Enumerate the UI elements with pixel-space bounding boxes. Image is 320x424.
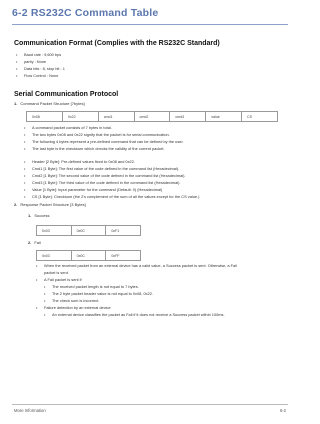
protocol-section-heading: Serial Communication Protocol: [14, 91, 119, 98]
step-number: 2.: [28, 240, 32, 245]
table-row: [27, 112, 278, 122]
fail-packet-table: [36, 250, 141, 261]
fail-label-row: [28, 240, 41, 245]
step-label: Command Packet Structure [7bytes]: [20, 101, 85, 106]
list-item: • Value [1 Byte]: Input parameter for the command (Default: 0) (Hexadecimal): [22, 186, 199, 193]
list-item: • The two bytes 0x08 and 0x22 signify that the packet is for serial communication.: [22, 131, 184, 138]
list-item: • A Fail packet is sent if: [34, 276, 237, 283]
sub-list-item: • An external device classifies the packet as Fail if it does not receive a Success packet within 100ms.: [34, 311, 237, 318]
table-cell: 0xFF: [106, 251, 141, 261]
table-row: [37, 226, 141, 236]
table-cell: 0x22: [62, 112, 98, 122]
format-section-heading: Communication Format (Complies with the RS232C Standard): [14, 40, 220, 47]
table-cell: value: [206, 112, 242, 122]
step-response-packet: [14, 202, 86, 207]
sub-list-item: • The 2 byte packet header value is not equal to 0x08, 0x22.: [34, 290, 237, 297]
footer-section-name: More Information: [14, 408, 46, 413]
table-cell: cmd2: [134, 112, 170, 122]
list-item: • Cmd2 [1 Byte]: The second value of the code defined in the command list (Hexadecimal).: [22, 172, 199, 179]
list-item: • Header [2 Byte]: Pre-defined values fixed to 0x08 and 0x22.: [22, 158, 199, 165]
list-item: • parity : None: [14, 58, 65, 65]
table-cell: 0x0C: [71, 226, 106, 236]
success-label-row: [28, 213, 49, 218]
step-label: Response Packet Structure [3 Bytes]: [20, 202, 86, 207]
footer-rule: [12, 404, 288, 405]
command-notes-b: [22, 158, 199, 200]
list-item: • CS [1 Byte]: Checksum (the 2's complement of the sum of all the values except for the CS value.): [22, 193, 199, 200]
table-cell: cmd3: [170, 112, 206, 122]
success-packet-table: [36, 225, 141, 236]
table-cell: cmd1: [98, 112, 134, 122]
page-header-title: 6-2 RS232C Command Table: [12, 7, 159, 19]
step-command-packet: [14, 101, 85, 106]
table-row: [37, 251, 141, 261]
list-item: • The last byte is the checksum which checks the validity of the current packet.: [22, 145, 184, 152]
list-item: • Flow Control : None: [14, 72, 65, 79]
step-number: 1.: [14, 101, 18, 106]
list-item: • Baud rate : 9,600 bps: [14, 51, 65, 58]
list-item: • Cmd1 [1 Byte]: The first value of the code defined in the command list (Hexadecimal).: [22, 165, 199, 172]
table-cell: 0x08: [27, 112, 63, 122]
list-item: • Cmd3 [1 Byte]: The third value of the code defined in the command list (Hexadecimal).: [22, 179, 199, 186]
list-item-continuation: packet is sent.: [44, 270, 69, 275]
step-label: Fail: [34, 240, 41, 245]
step-number: 1.: [28, 213, 32, 218]
list-item: • The following 4 bytes represent a pre-defined command that can be defined by the user.: [22, 138, 184, 145]
sub-list-item: • The check sum is incorrect.: [34, 297, 237, 304]
sub-list-item: • The received packet length is not equal to 7 bytes.: [34, 283, 237, 290]
footer-page-number: 6-2: [279, 408, 286, 413]
table-cell: 0x03: [37, 251, 72, 261]
list-item: • A command packet consists of 7 bytes in total.: [22, 124, 184, 131]
header-rule: [12, 24, 288, 25]
table-cell: 0x03: [37, 226, 72, 236]
step-label: Success: [34, 213, 50, 218]
list-item: • Failure detection by an external device: [34, 304, 237, 311]
table-cell: 0xF1: [106, 226, 141, 236]
table-cell: 0x0C: [71, 251, 106, 261]
response-notes: [34, 262, 237, 318]
command-packet-table: [26, 111, 278, 122]
format-list: [14, 51, 65, 79]
table-cell: CS: [242, 112, 278, 122]
list-item: • Data bits : 8, stop bit : 1: [14, 65, 65, 72]
list-item: • When the received packet from an external device has a valid value, a Success packet is sent. Otherwise, a Fail: [34, 262, 237, 269]
step-number: 2.: [14, 202, 18, 207]
command-notes-a: [22, 124, 184, 152]
